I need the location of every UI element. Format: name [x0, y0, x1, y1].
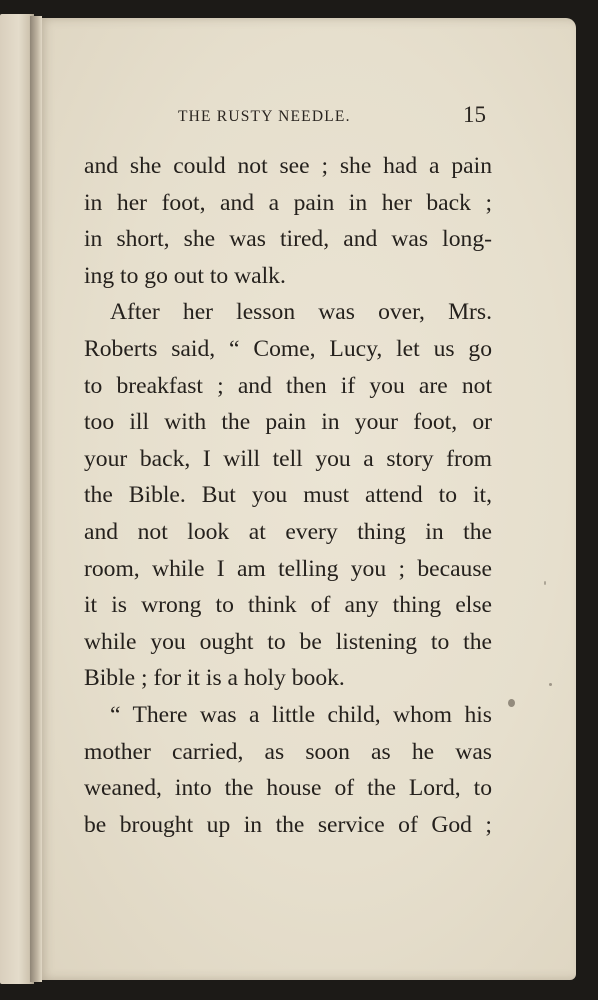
book-gutter — [30, 16, 42, 982]
text-line: room, while I am telling you ; because — [84, 555, 492, 582]
text-line: and not look at every thing in the — [84, 518, 492, 545]
text-line: the Bible. But you must attend to it, — [84, 482, 492, 509]
text-line: your back, I will tell you a story from — [84, 445, 492, 472]
text-line: in her foot, and a pain in her back ; — [84, 189, 492, 216]
text-line: mother carried, as soon as he was — [84, 738, 492, 765]
text-line: ing to go out to walk. — [84, 262, 286, 289]
paper-speck — [549, 683, 552, 686]
text-line: be brought up in the service of God ; — [84, 811, 492, 838]
paper-speck — [508, 699, 515, 707]
text-line: weaned, into the house of the Lord, to — [84, 775, 492, 802]
previous-page-edge — [0, 14, 34, 984]
page-body-text — [84, 148, 492, 843]
text-line: Roberts said, “ Come, Lucy, let us go — [84, 335, 492, 362]
text-line: “ There was a little child, whom his — [110, 701, 492, 728]
text-line: too ill with the pain in your foot, or — [84, 409, 492, 436]
text-line: After her lesson was over, Mrs. — [110, 299, 492, 326]
text-line: and she could not see ; she had a pain — [84, 153, 492, 179]
text-line: in short, she was tired, and was long- — [84, 226, 492, 253]
page-number: 15 — [463, 102, 486, 127]
text-line: to breakfast ; and then if you are not — [84, 372, 492, 399]
running-head-title: THE RUSTY NEEDLE. — [178, 108, 351, 125]
paper-speck — [544, 581, 546, 585]
text-line: while you ought to be listening to the — [84, 628, 492, 655]
running-head — [0, 102, 598, 132]
text-line: Bible ; for it is a holy book. — [84, 665, 345, 692]
text-line: it is wrong to think of any thing else — [84, 592, 492, 619]
